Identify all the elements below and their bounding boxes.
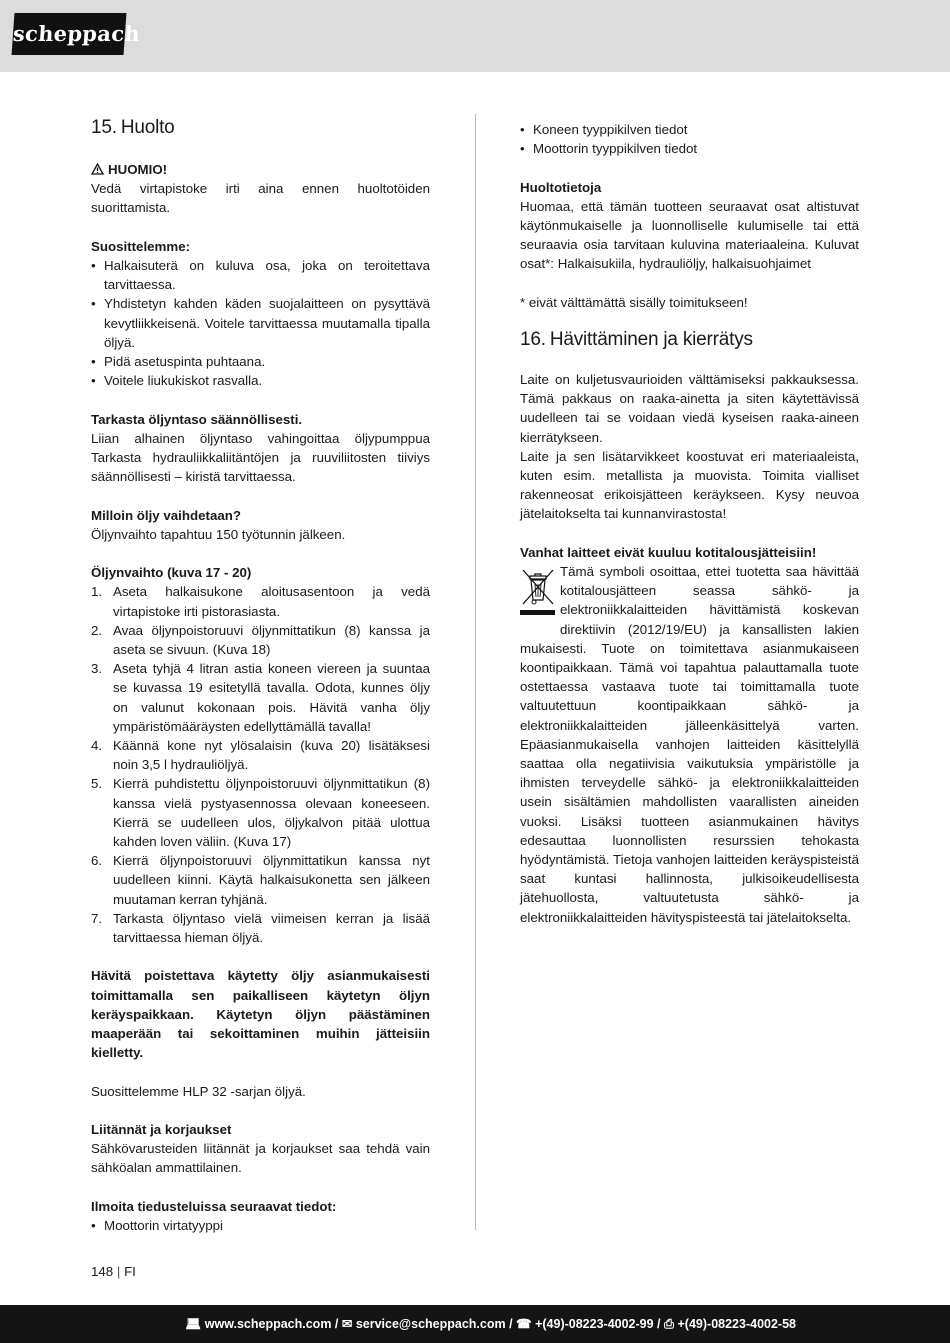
oil-change-question-text: Öljynvaihto tapahtuu 150 työtunnin jälkeen.	[91, 526, 346, 542]
oil-check-heading: Tarkasta öljyntaso säännöllisesti.	[91, 411, 303, 427]
warning-heading	[91, 160, 430, 179]
phone-number: +(49)-08223-4002-99	[535, 1317, 654, 1331]
list-item: • Voitele liukukiskot rasvalla.	[91, 371, 430, 390]
inquiry-heading: Ilmoita tiedusteluissa seuraavat tiedot:	[91, 1198, 337, 1214]
oil-change-steps	[91, 582, 430, 947]
warning-label: HUOMIO!	[108, 162, 168, 177]
column-divider	[475, 114, 476, 1230]
right-column	[520, 120, 859, 927]
list-item: • Pidä asetuspinta puhtaana.	[91, 352, 430, 371]
dispose-oil-text: Hävitä poistettava käytetty öljy asianmukaisesti toimittamalla sen paikalliseen käytetyn öljyn keräyspaikkaan. Käytetyn öljyn päästäminen maaperään tai sekoittaminen muihin jätteisiin kielletty.	[91, 968, 430, 1061]
list-item: • Koneen tyyppikilven tiedot	[520, 120, 859, 139]
section-number: 15.	[91, 117, 117, 138]
language-code: FI	[124, 1264, 136, 1279]
email-icon: ✉︎	[341, 1317, 353, 1331]
list-item: 6. Kierrä öljynpoistoruuvi öljynmittatikun kanssa nyt uudelleen kiinni. Käytä halkaisukonetta sen jälkeen muutaman kerran tyhjänä.	[91, 853, 430, 907]
list-item: • Moottorin tyyppikilven tiedot	[520, 139, 859, 158]
service-text: Huomaa, että tämän tuotteen seuraavat osat altistuvat käytönmukaiselle ja luonnolliselle kulumiselle tai että seuraavia osia tarvitaan kuluvina materiaaleina. Kuluvat osat*: Halkaisukiila, hydrauliöljy, halkaisuohjaimet	[520, 198, 859, 272]
connections-text: Sähkövarusteiden liitännät ja korjaukset saa tehdä vain sähköalan ammattilainen.	[91, 1141, 430, 1176]
list-item: 5. Kierrä puhdistettu öljynpoistoruuvi öljynmittatikun (8) kanssa vielä pystyasennossa olevaan koneeseen. Kierrä se uudelleen ulos, öljykalvon pitää ulottua kahden loven väliin. (Kuva 17)	[91, 776, 430, 850]
list-item: 7. Tarkasta öljyntaso vielä viimeisen kerran ja lisää tarvittaessa hieman öljyä.	[91, 910, 430, 946]
disposal-text-1: Laite on kuljetusvaurioiden välttämiseksi pakkauksessa. Tämä pakkaus on raaka-ainetta ja siten käytettävissä uudelleen tai se voidaan viedä kyseisen raaka-aineen kierrätykseen.	[520, 372, 859, 445]
section-number: 16.	[520, 329, 546, 350]
old-devices-text: Tämä symboli osoittaa, ettei tuotetta saa hävittää kotitalousjätteen seassa sähkö- ja elektroniikkalaitteiden hävittämistä koskevan direktiivin (2012/19/EU) ja kansallisten lakien mukaisesti. Tuote on toimitettava asianmukaiseen koontipaikkaan. Tämä voi tapahtua palauttamalla tuote ostettaessa vastaava tuote tai toimittamalla tuote valtuutettuun koontipaikkaan sähkö- ja elektroniikkalaitteiden jälleenkäsittelyä varten. Epäasianmukaisella vanhojen laitteiden käsittelyllä saattaa olla negatiivisia vaikutuksia ympäristölle ja ihmisten terveydelle sähkö- ja elektroniikkalaitteiden usein sisältämien mahdollisten vaarallisten aineiden vuoksi. Lisäksi tuotteen asianmukainen hävitys edesauttaa luonnollisten resurssien tehokasta hyödyntämistä. Tietoja vanhojen laitteiden keräyspisteistä saat kuntasi hallinnosta, julkisoikeudellisesta jätehuollosta, valtuutetusta sähkö- ja elektroniikkalaitteiden hävityspisteestä tai jätelaitokselta.	[520, 564, 859, 925]
connections-heading: Liitännät ja korjaukset	[91, 1122, 232, 1138]
list-item: • Halkaisuterä on kuluva osa, joka on teroitettava tarvittaessa.	[91, 256, 430, 294]
list-item: 3. Aseta tyhjä 4 litran astia koneen viereen ja suuntaa se kuvassa 19 esitetyllä tavalla. Odota, kunnes öljy on valunut kokonaan pois. Hävitä vanha öljy ympäristömääräysten edellyttämällä tavalla!	[91, 661, 430, 734]
computer-icon: 💻︎	[185, 1317, 202, 1331]
recommend-list	[91, 256, 430, 390]
left-column	[91, 116, 430, 1235]
section-title: Huolto	[120, 117, 175, 138]
fax-icon: ⎙	[664, 1317, 675, 1331]
recommend-heading: Suosittelemme:	[91, 238, 191, 254]
list-item: 1. Aseta halkaisukone aloitusasentoon ja vedä virtapistoke irti pistorasiasta.	[91, 584, 430, 619]
crossed-out-bin-icon	[520, 564, 556, 628]
disposal-text-2: Laite ja sen lisätarvikkeet koostuvat eri materiaaleista, kuten esim. metallista ja muovista. Toimita vialliset rakenneosat erikoisjätteen keräykseen. Kysy neuvoa jätelaitokselta tai kunnanvirastosta!	[520, 448, 859, 522]
email-link[interactable]: service@scheppach.com	[355, 1317, 506, 1331]
section-16-heading	[520, 328, 859, 352]
inquiry-list	[91, 1216, 430, 1235]
oil-change-question-heading: Milloin öljy vaihdetaan?	[91, 507, 241, 523]
old-devices-block	[520, 562, 859, 927]
list-item: 2. Avaa öljynpoistoruuvi öljynmittatikun (8) kanssa ja aseta se sivuun. (Kuva 18)	[91, 622, 430, 658]
scheppach-logo: scheppach	[12, 13, 127, 55]
list-item: 4. Käännä kone nyt ylösalaisin (kuva 20) lisätäksesi noin 3,5 l hydrauliöljyä.	[91, 738, 430, 773]
list-item: • Moottorin virtatyyppi	[91, 1216, 430, 1235]
oil-change-heading: Öljynvaihto (kuva 17 - 20)	[91, 565, 252, 581]
inquiry-list-continued	[520, 120, 859, 158]
service-heading: Huoltotietoja	[520, 179, 602, 195]
warning-text: Vedä virtapistoke irti aina ennen huoltotöiden suorittamista.	[91, 181, 430, 216]
hlp-recommendation: Suosittelemme HLP 32 -sarjan öljyä.	[91, 1083, 306, 1099]
page-number: 148 | FI	[91, 1264, 136, 1279]
fax-number: +(49)-08223-4002-58	[677, 1317, 796, 1331]
page-footer: 💻︎ www.scheppach.com / ✉︎ service@scheppach.com / ☎︎ +(49)-08223-4002-99 / ⎙ +(49)-08223-4002-58	[0, 1305, 950, 1343]
footnote: * eivät välttämättä sisälly toimitukseen!	[520, 294, 748, 310]
website-link[interactable]: www.scheppach.com	[204, 1317, 332, 1331]
list-item: • Yhdistetyn kahden käden suojalaitteen on pysyttävä kevytliikkeisenä. Voitele tarvittaessa muutamalla tipalla öljyä.	[91, 294, 430, 352]
old-devices-heading: Vanhat laitteet eivät kuuluu kotitalousjätteisiin!	[520, 544, 817, 560]
page-header	[0, 0, 950, 72]
oil-check-text: Liian alhainen öljyntaso vahingoittaa öljypumppua Tarkasta hydrauliikkaliitäntöjen ja ruuviliitosten tiiviys säännöllisesti – kiristä tarvittaessa.	[91, 430, 430, 485]
phone-icon: ☎︎	[516, 1317, 532, 1331]
section-title: Hävittäminen ja kierrätys	[549, 329, 753, 350]
section-15-heading	[91, 116, 430, 140]
warning-triangle-icon	[91, 163, 104, 175]
